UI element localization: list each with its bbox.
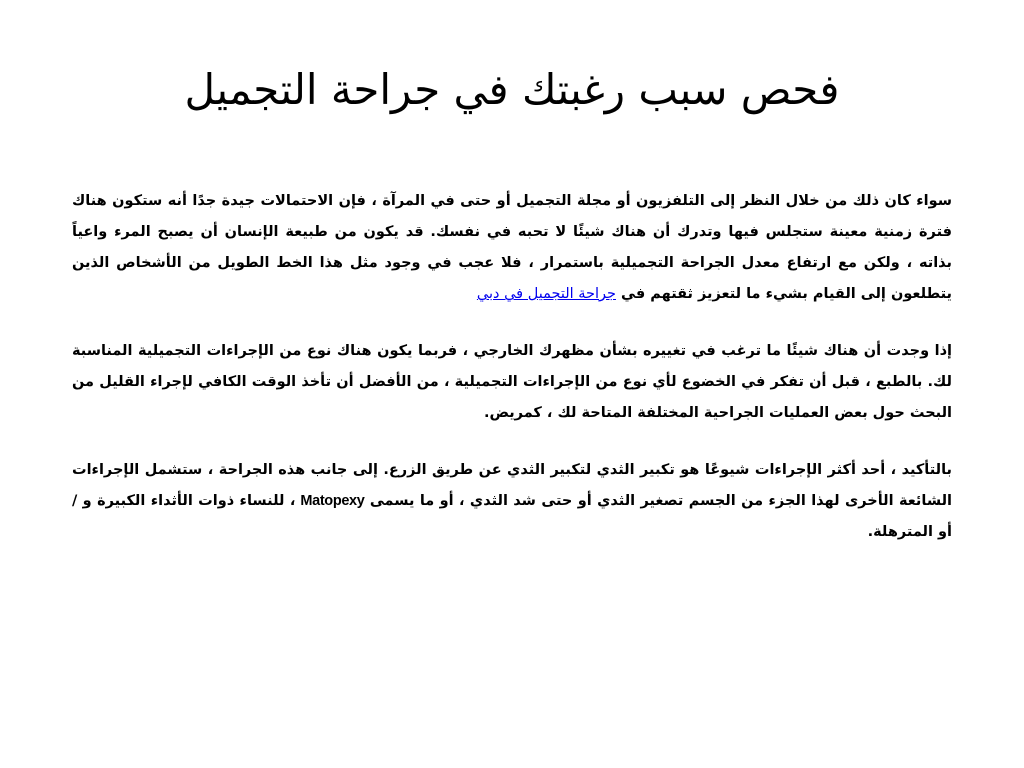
paragraph-1-text: سواء كان ذلك من خلال النظر إلى التلفزيون أو مجلة التجميل أو حتى في المرآة ، فإن الاحتمالات جيدة جدًا أنه ستكون هناك فترة زمنية معينة ستجلس فيها وتدرك أن هناك شيئًا لا تحبه في نفسك. قد يكون من طبيعة الإنسان أن يصبح المرء واعياً بذاته ، ولكن مع ارتفاع معدل الجراحة التجميلية باستمرار ، فلا عجب في وجود مثل هذا الخط الطويل من الأشخاص الذين يتطلعون إلى القيام بشيء ما لتعزيز ثقتهم في: [72, 193, 952, 302]
slide-title: فحص سبب رغبتك في جراحة التجميل: [184, 65, 840, 114]
paragraph-3: [72, 455, 952, 548]
paragraph-1: [72, 186, 952, 310]
cosmetic-surgery-dubai-link[interactable]: جراحة التجميل في دبي: [476, 286, 616, 302]
slide-body: [72, 186, 952, 572]
paragraph-3-text-after: ، للنساء ذوات الأثداء الكبيرة و / أو المترهلة.: [72, 493, 952, 540]
paragraph-3-term: Matopexy: [300, 493, 365, 509]
paragraph-2: إذا وجدت أن هناك شيئًا ما ترغب في تغييره بشأن مظهرك الخارجي ، فربما يكون هناك نوع من الإجراءات التجميلية المناسبة لك. بالطبع ، قبل أن تفكر في الخضوع لأي نوع من الإجراءات التجميلية ، من الأفضل أن تأخذ الوقت الكافي لإجراء القليل من البحث حول بعض العمليات الجراحية المختلفة المتاحة لك ، كمريض.: [72, 343, 952, 421]
paragraph-3-text-before: بالتأكيد ، أحد أكثر الإجراءات شيوعًا هو تكبير الثدي لتكبير الثدي عن طريق الزرع. إلى جانب هذه الجراحة ، ستشمل الإجراءات الشائعة الأخرى لهذا الجزء من الجسم تصغير الثدي أو حتى شد الثدي ، أو ما يسمى: [72, 462, 952, 509]
